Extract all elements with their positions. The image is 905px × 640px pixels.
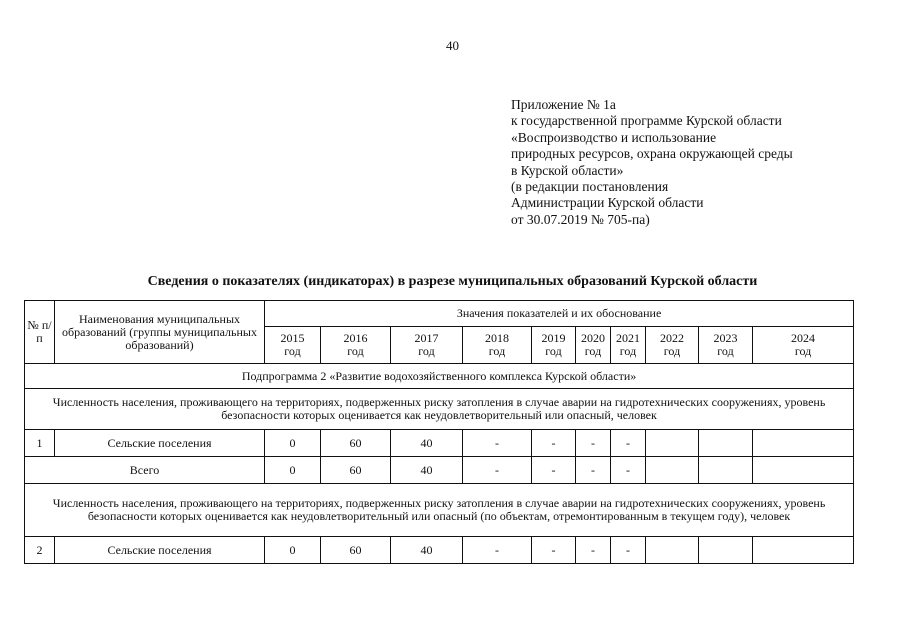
row-value: - (611, 537, 646, 564)
row-value: - (463, 430, 532, 457)
indicators-table (24, 300, 854, 564)
row-value: - (576, 430, 611, 457)
row-value (753, 537, 854, 564)
indicator-description: Численность населения, проживающего на территориях, подверженных риску затопления в случае аварии на гидротехнических сооружениях, уровень безопасности которых оценивается как неудовлетворительный или опасный (по объектам, отремонтированным в текущем году), человек (25, 484, 854, 537)
total-row-label: Всего (25, 457, 265, 484)
row-value: 0 (265, 537, 321, 564)
row-value: - (611, 430, 646, 457)
total-value: - (532, 457, 576, 484)
appendix-line: «Воспроизводство и использование (511, 129, 717, 145)
appendix-line: природных ресурсов, охрана окружающей среды (511, 146, 793, 162)
row-name: Сельские поселения (55, 430, 265, 457)
total-value: - (611, 457, 646, 484)
header-num: № п/п (25, 301, 55, 364)
appendix-line: к государственной программе Курской области (511, 113, 782, 129)
appendix-line: (в редакции постановления (511, 179, 669, 195)
subprogram-title: Подпрограмма 2 «Развитие водохозяйственного комплекса Курской области» (25, 364, 854, 389)
row-num: 1 (25, 430, 55, 457)
row-value: - (532, 537, 576, 564)
total-value: 0 (265, 457, 321, 484)
row-value: - (532, 430, 576, 457)
appendix-block (511, 97, 891, 228)
header-year: 2015 год (265, 327, 321, 364)
header-year: 2019 год (532, 327, 576, 364)
header-year: 2016 год (321, 327, 391, 364)
header-year: 2018 год (463, 327, 532, 364)
total-value: 40 (391, 457, 463, 484)
row-value (699, 537, 753, 564)
total-value: 60 (321, 457, 391, 484)
header-values-group: Значения показателей и их обоснование (265, 301, 854, 327)
row-value (646, 537, 699, 564)
row-value: - (576, 537, 611, 564)
row-value (646, 430, 699, 457)
header-year: 2021 год (611, 327, 646, 364)
total-value (753, 457, 854, 484)
header-year: 2023 год (699, 327, 753, 364)
indicator-description: Численность населения, проживающего на территориях, подверженных риску затопления в случае аварии на гидротехнических сооружениях, уровень безопасности которых оценивается как неудовлетворительный или опасный, человек (25, 389, 854, 430)
header-year: 2022 год (646, 327, 699, 364)
header-year: 2017 год (391, 327, 463, 364)
total-value: - (576, 457, 611, 484)
row-value: 60 (321, 537, 391, 564)
row-num: 2 (25, 537, 55, 564)
appendix-line: в Курской области» (511, 162, 624, 178)
row-value: - (463, 537, 532, 564)
document-title: Сведения о показателях (индикаторах) в разрезе муниципальных образований Курской области (147, 274, 758, 289)
row-value: 40 (391, 430, 463, 457)
header-year: 2024 год (753, 327, 854, 364)
header-year: 2020 год (576, 327, 611, 364)
total-value: - (463, 457, 532, 484)
row-name: Сельские поселения (55, 537, 265, 564)
total-value (646, 457, 699, 484)
page-number: 40 (446, 38, 459, 53)
row-value (753, 430, 854, 457)
header-name: Наименования муниципальных образований (группы муниципальных образований) (55, 301, 265, 364)
total-value (699, 457, 753, 484)
row-value: 40 (391, 537, 463, 564)
row-value (699, 430, 753, 457)
appendix-line: Приложение № 1а (511, 97, 616, 112)
row-value: 0 (265, 430, 321, 457)
appendix-line: от 30.07.2019 № 705-па) (511, 211, 650, 227)
row-value: 60 (321, 430, 391, 457)
appendix-line: Администрации Курской области (511, 195, 704, 211)
